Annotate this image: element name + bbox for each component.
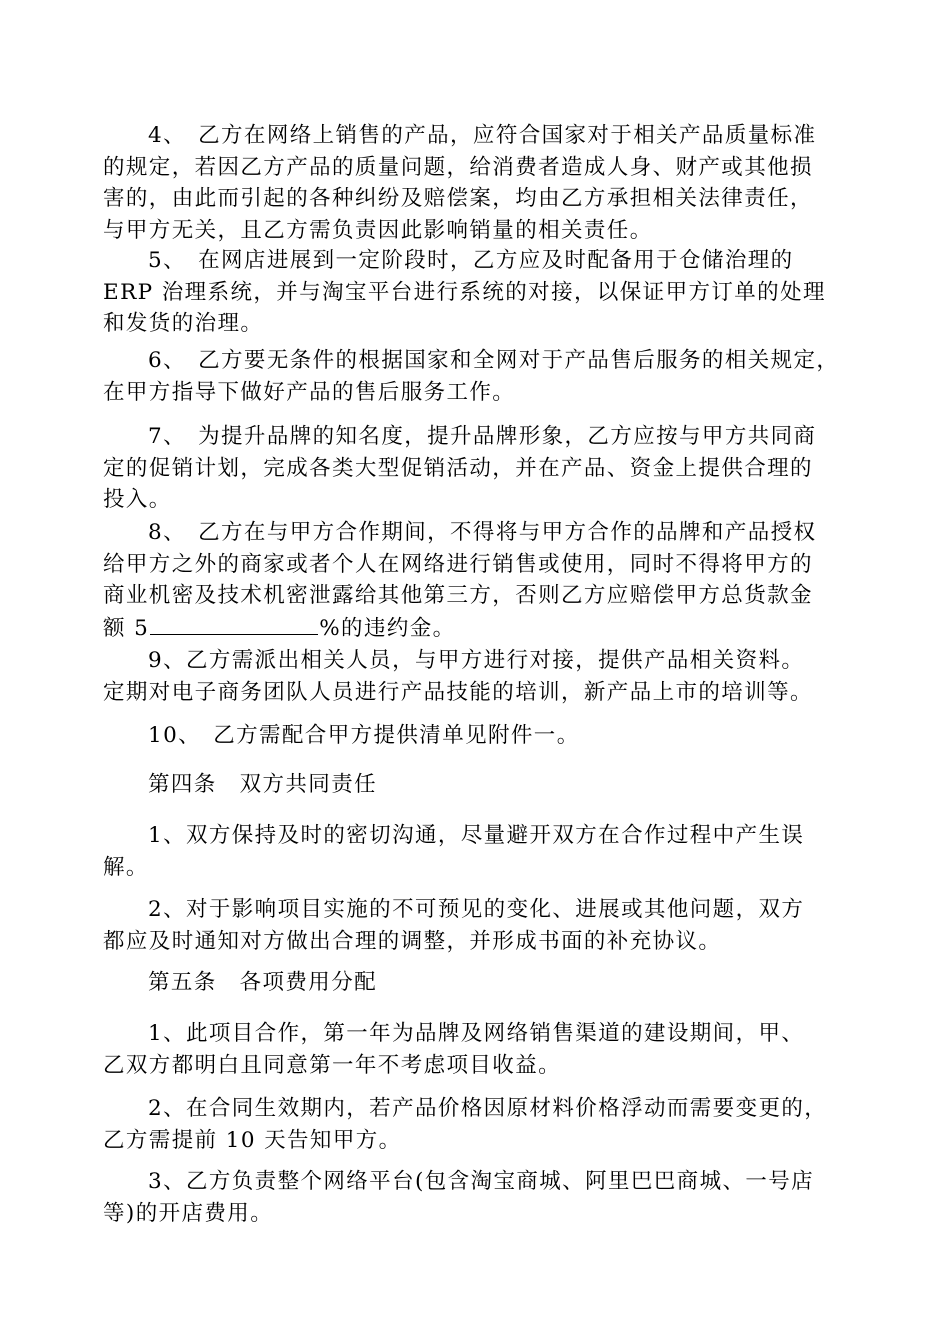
text-line: 9、乙方需派出相关人员，与甲方进行对接，提供产品相关资料。 [148,648,805,673]
text-line: 与甲方无关，且乙方需负责因此影响销量的相关责任。 [103,217,653,243]
text-line: 乙方需提前 10 天告知甲方。 [103,1127,402,1153]
text-line: 都应及时通知对方做出合理的调整，并形成书面的补充协议。 [103,928,722,954]
clause-paragraph-7 [103,421,863,516]
joint-duty-paragraph-1 [103,820,863,883]
text-line: ERP 治理系统，并与淘宝平台进行系统的对接，以保证甲方订单的处理 [103,279,826,305]
text-line: 4、 乙方在网络上销售的产品，应符合国家对于相关产品质量标准 [148,123,817,148]
text-line: 1、此项目合作，第一年为品牌及网络销售渠道的建设期间，甲、 [148,1021,805,1046]
text-line: 商业机密及技术机密泄露给其他第三方，否则乙方应赔偿甲方总货款金 [103,583,813,608]
penalty-percent-blank [150,612,318,635]
clause-paragraph-4 [103,120,863,246]
joint-duty-paragraph-2 [103,894,863,957]
fee-paragraph-1 [103,1018,863,1081]
penalty-prefix: 额 5 [103,615,150,641]
text-line: 投入。 [103,487,172,512]
section-heading-5 [103,967,863,999]
penalty-line [103,612,863,644]
text-line: 和发货的治理。 [103,311,264,336]
text-line: 5、 在网店进展到一定阶段时，乙方应及时配备用于仓储治理的 [148,248,794,273]
clause-paragraph-6 [103,345,863,408]
text-line: 给甲方之外的商家或者个人在网络进行销售或使用，同时不得将甲方的 [103,551,813,577]
text-line: 的规定，若因乙方产品的质量问题，给消费者造成人身、财产或其他损 [103,154,813,180]
clause-paragraph-10 [103,720,863,752]
fee-paragraph-2 [103,1093,863,1156]
text-line: 2、对于影响项目实施的不可预见的变化、进展或其他问题，双方 [148,897,805,922]
text-line: 3、乙方负责整个网络平台(包含淘宝商城、阿里巴巴商城、一号店 [148,1169,815,1194]
text-line: 害的，由此而引起的各种纠纷及赔偿案，均由乙方承担相关法律责任， [103,186,813,211]
clause-paragraph-9 [103,645,863,708]
text-line: 定的促销计划，完成各类大型促销活动，并在产品、资金上提供合理的 [103,455,813,481]
fee-paragraph-3 [103,1166,863,1229]
section-heading-text: 第五条 各项费用分配 [148,970,378,995]
text-line: 8、 乙方在与甲方合作期间，不得将与甲方合作的品牌和产品授权 [148,520,817,545]
text-line: 2、在合同生效期内，若产品价格因原材料价格浮动而需要变更的， [148,1096,828,1121]
penalty-suffix: %的违约金。 [319,615,456,641]
clause-paragraph-5 [103,245,863,340]
text-line: 1、双方保持及时的密切沟通，尽量避开双方在合作过程中产生误 [148,823,805,848]
text-line: 定期对电子商务团队人员进行产品技能的培训，新产品上市的培训等。 [103,679,813,705]
text-line: 乙双方都明白且同意第一年不考虑项目收益。 [103,1052,562,1078]
clause-paragraph-8 [103,517,863,643]
text-line: 10、 乙方需配合甲方提供清单见附件一。 [148,723,580,748]
section-heading-4 [103,769,863,801]
text-line: 等)的开店费用。 [103,1200,274,1226]
text-line: 在甲方指导下做好产品的售后服务工作。 [103,379,516,405]
section-heading-text: 第四条 双方共同责任 [148,772,378,797]
text-line: 6、 乙方要无条件的根据国家和全网对于产品售后服务的相关规定， [148,348,840,373]
text-line: 7、 为提升品牌的知名度，提升品牌形象，乙方应按与甲方共同商 [148,424,817,449]
text-line: 解。 [103,854,149,880]
